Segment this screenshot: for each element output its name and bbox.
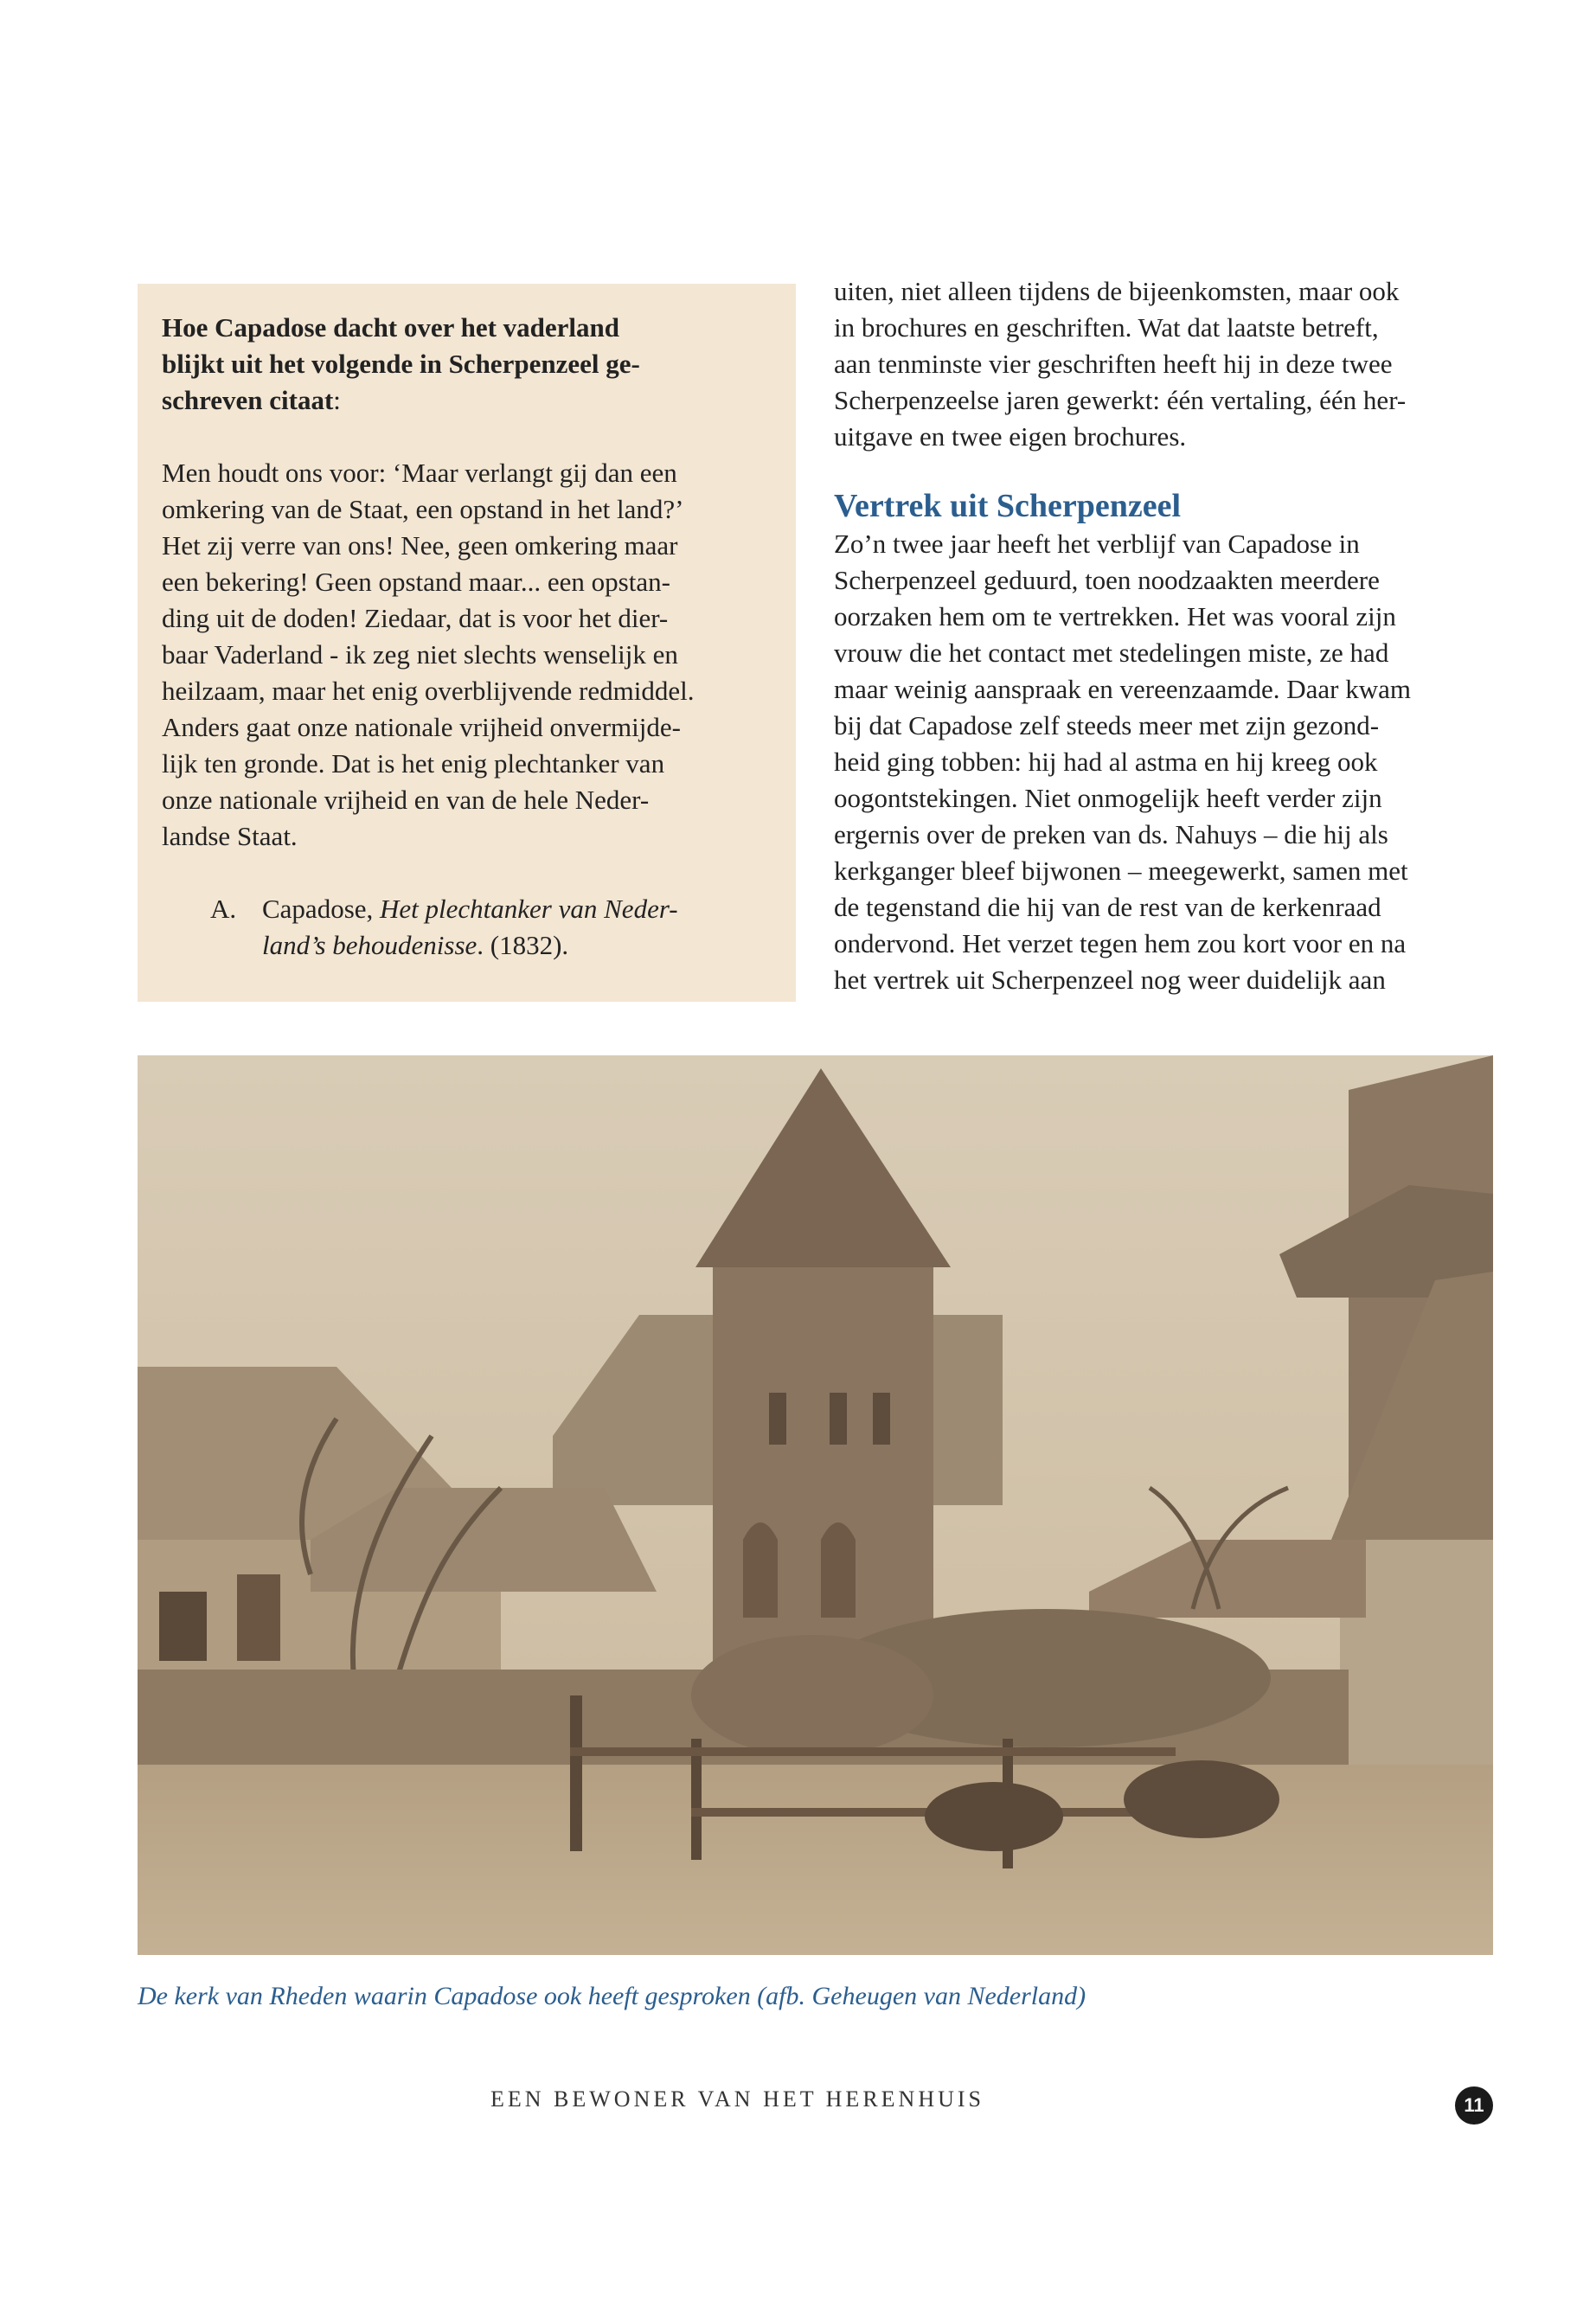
source-title-line2: land’s behoudenisse	[262, 930, 478, 960]
body-line: Scherpenzeel geduurd, toen noodzaakten meerdere	[834, 565, 1380, 595]
body-line: in brochures en geschriften. Wat dat laatste betreft,	[834, 312, 1379, 343]
quote-line: onze nationale vrijheid en van de hele Neder-	[162, 785, 650, 815]
body-line: ondervond. Het verzet tegen hem zou kort voor en na	[834, 928, 1407, 958]
quote-line: lijk ten gronde. Dat is het enig plechtanker van	[162, 748, 665, 779]
paragraph-1	[834, 273, 1491, 455]
quote-line: Het zij verre van ons! Nee, geen omkering maar	[162, 530, 678, 561]
sidebar-intro	[162, 310, 772, 419]
right-text-column	[834, 273, 1491, 998]
sidebar-intro-line: schreven citaat	[162, 385, 334, 415]
sidebar-quote-text	[162, 455, 772, 855]
sidebar-quote-box	[138, 284, 796, 1002]
quote-line: heilzaam, maar het enig overblijvende redmiddel.	[162, 676, 695, 706]
body-line: Zo’n twee jaar heeft het verblijf van Capadose in	[834, 529, 1360, 559]
body-line: het vertrek uit Scherpenzeel nog weer duidelijk aan	[834, 965, 1386, 995]
quote-line: Anders gaat onze nationale vrijheid onvermijde-	[162, 712, 681, 742]
body-line: bij dat Capadose zelf steeds meer met zijn gezond-	[834, 710, 1380, 740]
quote-source	[162, 891, 772, 964]
body-line: kerkganger bleef bijwonen – meegewerkt, samen met	[834, 856, 1408, 886]
source-letter: A.	[210, 894, 237, 924]
quote-line: een bekering! Geen opstand maar... een opstan-	[162, 567, 670, 597]
paragraph-2	[834, 526, 1491, 998]
church-photo	[138, 1055, 1493, 1955]
body-line: heid ging tobben: hij had al astma en hij kreeg ook	[834, 747, 1378, 777]
quote-line: baar Vaderland - ik zeg niet slechts wenselijk en	[162, 639, 678, 670]
source-author: Capadose,	[262, 894, 381, 924]
source-text	[262, 891, 772, 964]
source-year: . (1832).	[477, 930, 569, 960]
source-title-line1: Het plechtanker van Neder-	[380, 894, 678, 924]
page-number-badge: 11	[1455, 2086, 1493, 2125]
body-line: aan tenminste vier geschriften heeft hij in deze twee	[834, 349, 1393, 379]
quote-line: landse Staat.	[162, 821, 298, 851]
quote-line: Men houdt ons voor: ‘Maar verlangt gij dan een	[162, 458, 677, 488]
body-line: uiten, niet alleen tijdens de bijeenkomsten, maar ook	[834, 276, 1400, 306]
quote-line: omkering van de Staat, een opstand in het land?’	[162, 494, 684, 524]
quote-line: ding uit de doden! Ziedaar, dat is voor het dier-	[162, 603, 669, 633]
body-line: de tegenstand die hij van de rest van de kerkenraad	[834, 892, 1381, 922]
running-footer-title: EEN BEWONER VAN HET HERENHUIS	[490, 2086, 984, 2112]
sidebar-intro-colon: :	[333, 385, 341, 415]
body-line: oogontstekingen. Niet onmogelijk heeft verder zijn	[834, 783, 1382, 813]
body-line: ergernis over de preken van ds. Nahuys – die hij als	[834, 819, 1388, 849]
body-line: uitgave en twee eigen brochures.	[834, 421, 1187, 452]
body-line: vrouw die het contact met stedelingen miste, ze had	[834, 638, 1389, 668]
body-line: oorzaken hem om te vertrekken. Het was vooral zijn	[834, 601, 1396, 631]
section-heading: Vertrek uit Scherpenzeel	[834, 488, 1182, 524]
sidebar-intro-line: blijkt uit het volgende in Scherpenzeel ge-	[162, 349, 640, 379]
body-line: Scherpenzeelse jaren gewerkt: één vertaling, één her-	[834, 385, 1407, 415]
sidebar-intro-line: Hoe Capadose dacht over het vaderland	[162, 312, 620, 343]
photo-caption: De kerk van Rheden waarin Capadose ook heeft gesproken (afb. Geheugen van Nederland)	[138, 1982, 1086, 2010]
body-line: maar weinig aanspraak en vereenzaamde. Daar kwam	[834, 674, 1411, 704]
church-photo-illustration	[138, 1055, 1493, 1955]
